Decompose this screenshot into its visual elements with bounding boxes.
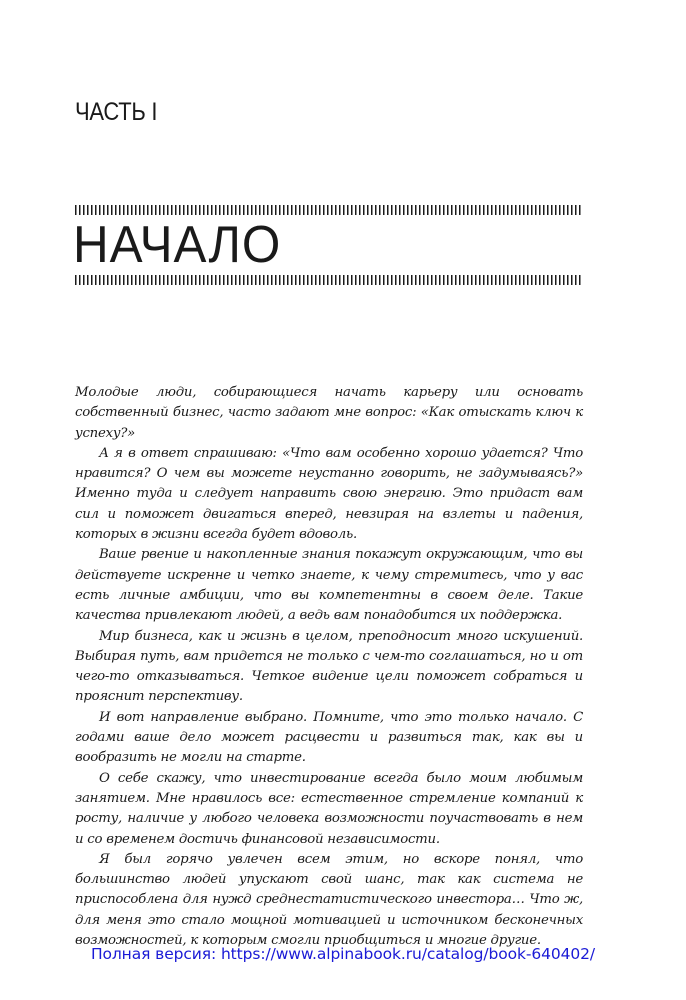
paragraph-5: И вот направление выбрано. Помните, что это только начало. С годами ваше дело может расцвести и развиться так, как вы и вообразить не могли на старте. (75, 709, 583, 766)
body-text (75, 383, 583, 951)
full-version-link[interactable]: Полная версия: https://www.alpinabook.ru/catalog/book-640402/ (90, 945, 596, 963)
top-dotted-rule (75, 205, 583, 215)
paragraph-7: Я был горячо увлечен всем этим, но вскоре понял, что большинство людей упускают свой шанс, так как система не приспособлена для нужд среднестатистического инвестора… Что ж, для меня это стало мощной мотивацией и источником бесконечных возможностей, к которым смогли приобщиться и многие другие. (75, 851, 583, 949)
bottom-dotted-rule (75, 275, 583, 285)
chapter-title: НАЧАЛО (73, 216, 282, 274)
paragraph-1: Молодые люди, собирающиеся начать карьеру или основать собственный бизнес, часто задают мне вопрос: «Как отыскать ключ к успеху?» (75, 385, 583, 441)
paragraph-2: А я в ответ спрашиваю: «Что вам особенно хорошо удается? Что нравится? О чем вы можете неустанно говорить, не задумываясь?» Именно туда и следует направить свою энергию. Это придаст вам сил и поможет двигаться вперед, невзирая на взлеты и падения, которых в жизни всегда будет вдоволь. (75, 445, 583, 543)
part-label: ЧАСТЬ I (75, 98, 158, 126)
paragraph-6: О себе скажу, что инвестирование всегда было моим любимым занятием. Мне нравилось все: естественное стремление компаний к росту, наличие у любого человека возможности поучаствовать в нем и со временем достичь финансовой независимости. (75, 770, 583, 847)
footer (0, 945, 686, 963)
paragraph-3: Ваше рвение и накопленные знания покажут окружающим, что вы действуете искренне и четко знаете, к чему стремитесь, что у вас есть личные амбиции, что вы компетентны в своем деле. Такие качества привлекают людей, а ведь вам понадобится их поддержка. (75, 547, 583, 624)
paragraph-4: Мир бизнеса, как и жизнь в целом, преподносит много искушений. Выбирая путь, вам придется не только с чем-то соглашаться, но и от чего-то отказываться. Четкое видение цели поможет собраться и прояснит перспективу. (75, 628, 583, 705)
